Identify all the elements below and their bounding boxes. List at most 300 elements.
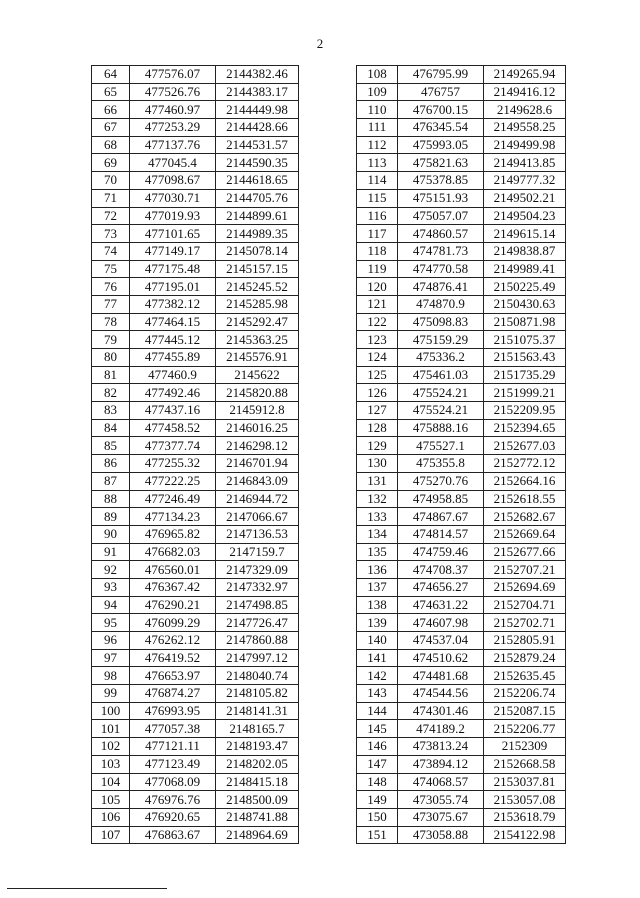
- x-coordinate-cell: 477175.48: [130, 260, 216, 278]
- point-number-cell: 133: [357, 508, 398, 526]
- table-row: [92, 83, 299, 101]
- x-coordinate-cell: 477460.97: [130, 101, 216, 119]
- table-row: [357, 596, 566, 614]
- y-coordinate-cell: 2146843.09: [216, 472, 299, 490]
- table-row: [92, 260, 299, 278]
- y-coordinate-cell: 2144989.35: [216, 225, 299, 243]
- x-coordinate-cell: 477455.89: [130, 349, 216, 367]
- x-coordinate-cell: 474876.41: [398, 278, 484, 296]
- x-coordinate-cell: 477137.76: [130, 136, 216, 154]
- x-coordinate-cell: 476560.01: [130, 561, 216, 579]
- table-row: [92, 685, 299, 703]
- y-coordinate-cell: 2144382.46: [216, 66, 299, 84]
- point-number-cell: 127: [357, 402, 398, 420]
- point-number-cell: 141: [357, 649, 398, 667]
- point-number-cell: 67: [92, 119, 130, 137]
- point-number-cell: 111: [357, 119, 398, 137]
- table-row: [92, 773, 299, 791]
- y-coordinate-cell: 2152635.45: [484, 667, 566, 685]
- x-coordinate-cell: 477255.32: [130, 455, 216, 473]
- point-number-cell: 71: [92, 189, 130, 207]
- x-coordinate-cell: 477195.01: [130, 278, 216, 296]
- point-number-cell: 98: [92, 667, 130, 685]
- x-coordinate-cell: 477019.93: [130, 207, 216, 225]
- table-row: [92, 225, 299, 243]
- table-row: [92, 66, 299, 84]
- x-coordinate-cell: 476993.95: [130, 702, 216, 720]
- x-coordinate-cell: 474860.57: [398, 225, 484, 243]
- x-coordinate-cell: 474510.62: [398, 649, 484, 667]
- point-number-cell: 103: [92, 755, 130, 773]
- x-coordinate-cell: 477121.11: [130, 738, 216, 756]
- x-coordinate-cell: 476682.03: [130, 543, 216, 561]
- table-row: [92, 755, 299, 773]
- table-row: [92, 632, 299, 650]
- point-number-cell: 105: [92, 791, 130, 809]
- point-number-cell: 68: [92, 136, 130, 154]
- y-coordinate-cell: 2152879.24: [484, 649, 566, 667]
- x-coordinate-cell: 477098.67: [130, 172, 216, 190]
- point-number-cell: 69: [92, 154, 130, 172]
- point-number-cell: 74: [92, 242, 130, 260]
- table-row: [92, 242, 299, 260]
- point-number-cell: 88: [92, 490, 130, 508]
- point-number-cell: 80: [92, 349, 130, 367]
- table-row: [92, 172, 299, 190]
- table-row: [357, 66, 566, 84]
- point-number-cell: 134: [357, 525, 398, 543]
- table-row: [92, 791, 299, 809]
- point-number-cell: 87: [92, 472, 130, 490]
- point-number-cell: 89: [92, 508, 130, 526]
- table-row: [357, 826, 566, 844]
- table-row: [357, 419, 566, 437]
- x-coordinate-cell: 477123.49: [130, 755, 216, 773]
- x-coordinate-cell: 475524.21: [398, 402, 484, 420]
- y-coordinate-cell: 2145622: [216, 366, 299, 384]
- y-coordinate-cell: 2147498.85: [216, 596, 299, 614]
- y-coordinate-cell: 2145820.88: [216, 384, 299, 402]
- y-coordinate-cell: 2144899.61: [216, 207, 299, 225]
- y-coordinate-cell: 2152707.21: [484, 561, 566, 579]
- point-number-cell: 82: [92, 384, 130, 402]
- x-coordinate-cell: 475527.1: [398, 437, 484, 455]
- x-coordinate-cell: 477458.52: [130, 419, 216, 437]
- table-row: [357, 366, 566, 384]
- table-row: [357, 791, 566, 809]
- y-coordinate-cell: 2149558.25: [484, 119, 566, 137]
- y-coordinate-cell: 2149499.98: [484, 136, 566, 154]
- x-coordinate-cell: 477134.23: [130, 508, 216, 526]
- table-row: [357, 154, 566, 172]
- point-number-cell: 151: [357, 826, 398, 844]
- x-coordinate-cell: 477576.07: [130, 66, 216, 84]
- point-number-cell: 112: [357, 136, 398, 154]
- y-coordinate-cell: 2154122.98: [484, 826, 566, 844]
- point-number-cell: 123: [357, 331, 398, 349]
- y-coordinate-cell: 2145285.98: [216, 295, 299, 313]
- x-coordinate-cell: 473058.88: [398, 826, 484, 844]
- point-number-cell: 77: [92, 295, 130, 313]
- table-row: [92, 649, 299, 667]
- table-row: [92, 455, 299, 473]
- table-row: [357, 543, 566, 561]
- table-row: [357, 331, 566, 349]
- x-coordinate-cell: 474781.73: [398, 242, 484, 260]
- x-coordinate-cell: 476795.99: [398, 66, 484, 84]
- y-coordinate-cell: 2149413.85: [484, 154, 566, 172]
- table-row: [92, 101, 299, 119]
- y-coordinate-cell: 2152206.74: [484, 685, 566, 703]
- point-number-cell: 107: [92, 826, 130, 844]
- table-row: [357, 119, 566, 137]
- point-number-cell: 70: [92, 172, 130, 190]
- point-number-cell: 130: [357, 455, 398, 473]
- table-row: [357, 649, 566, 667]
- x-coordinate-cell: 475993.05: [398, 136, 484, 154]
- coordinates-table-right: [356, 65, 566, 844]
- x-coordinate-cell: 474189.2: [398, 720, 484, 738]
- x-coordinate-cell: 473813.24: [398, 738, 484, 756]
- y-coordinate-cell: 2147997.12: [216, 649, 299, 667]
- table-row: [357, 242, 566, 260]
- x-coordinate-cell: 477253.29: [130, 119, 216, 137]
- y-coordinate-cell: 2145245.52: [216, 278, 299, 296]
- x-coordinate-cell: 477464.15: [130, 313, 216, 331]
- point-number-cell: 136: [357, 561, 398, 579]
- x-coordinate-cell: 476863.67: [130, 826, 216, 844]
- x-coordinate-cell: 474708.37: [398, 561, 484, 579]
- table-row: [92, 366, 299, 384]
- table-row: [357, 720, 566, 738]
- x-coordinate-cell: 475378.85: [398, 172, 484, 190]
- point-number-cell: 142: [357, 667, 398, 685]
- x-coordinate-cell: 476874.27: [130, 685, 216, 703]
- x-coordinate-cell: 474814.57: [398, 525, 484, 543]
- table-row: [357, 738, 566, 756]
- point-number-cell: 99: [92, 685, 130, 703]
- y-coordinate-cell: 2149265.94: [484, 66, 566, 84]
- y-coordinate-cell: 2153618.79: [484, 808, 566, 826]
- y-coordinate-cell: 2145912.8: [216, 402, 299, 420]
- x-coordinate-cell: 474301.46: [398, 702, 484, 720]
- x-coordinate-cell: 474481.68: [398, 667, 484, 685]
- y-coordinate-cell: 2149838.87: [484, 242, 566, 260]
- table-row: [357, 755, 566, 773]
- point-number-cell: 124: [357, 349, 398, 367]
- y-coordinate-cell: 2151075.37: [484, 331, 566, 349]
- table-row: [92, 278, 299, 296]
- point-number-cell: 131: [357, 472, 398, 490]
- table-row: [92, 437, 299, 455]
- table-row: [92, 295, 299, 313]
- table-row: [357, 578, 566, 596]
- point-number-cell: 95: [92, 614, 130, 632]
- table-row: [92, 561, 299, 579]
- y-coordinate-cell: 2150871.98: [484, 313, 566, 331]
- x-coordinate-cell: 476262.12: [130, 632, 216, 650]
- x-coordinate-cell: 475159.29: [398, 331, 484, 349]
- y-coordinate-cell: 2153057.08: [484, 791, 566, 809]
- x-coordinate-cell: 477460.9: [130, 366, 216, 384]
- y-coordinate-cell: 2146701.94: [216, 455, 299, 473]
- table-row: [92, 702, 299, 720]
- coordinates-table-left: [91, 65, 299, 844]
- point-number-cell: 122: [357, 313, 398, 331]
- table-row: [92, 508, 299, 526]
- table-row: [357, 83, 566, 101]
- y-coordinate-cell: 2149628.6: [484, 101, 566, 119]
- table-row: [92, 119, 299, 137]
- y-coordinate-cell: 2147159.7: [216, 543, 299, 561]
- x-coordinate-cell: 476920.65: [130, 808, 216, 826]
- y-coordinate-cell: 2149504.23: [484, 207, 566, 225]
- point-number-cell: 96: [92, 632, 130, 650]
- y-coordinate-cell: 2152704.71: [484, 596, 566, 614]
- point-number-cell: 128: [357, 419, 398, 437]
- y-coordinate-cell: 2144705.76: [216, 189, 299, 207]
- y-coordinate-cell: 2148964.69: [216, 826, 299, 844]
- point-number-cell: 73: [92, 225, 130, 243]
- x-coordinate-cell: 473075.67: [398, 808, 484, 826]
- point-number-cell: 138: [357, 596, 398, 614]
- point-number-cell: 94: [92, 596, 130, 614]
- y-coordinate-cell: 2144449.98: [216, 101, 299, 119]
- y-coordinate-cell: 2152702.71: [484, 614, 566, 632]
- y-coordinate-cell: 2148741.88: [216, 808, 299, 826]
- footnote-separator-line: [7, 888, 167, 889]
- y-coordinate-cell: 2147332.97: [216, 578, 299, 596]
- table-row: [357, 614, 566, 632]
- x-coordinate-cell: 477526.76: [130, 83, 216, 101]
- y-coordinate-cell: 2148105.82: [216, 685, 299, 703]
- point-number-cell: 114: [357, 172, 398, 190]
- x-coordinate-cell: 476290.21: [130, 596, 216, 614]
- y-coordinate-cell: 2147329.09: [216, 561, 299, 579]
- table-row: [357, 561, 566, 579]
- y-coordinate-cell: 2152682.67: [484, 508, 566, 526]
- point-number-cell: 150: [357, 808, 398, 826]
- table-row: [357, 525, 566, 543]
- point-number-cell: 139: [357, 614, 398, 632]
- point-number-cell: 75: [92, 260, 130, 278]
- table-row: [92, 578, 299, 596]
- point-number-cell: 86: [92, 455, 130, 473]
- point-number-cell: 129: [357, 437, 398, 455]
- x-coordinate-cell: 477222.25: [130, 472, 216, 490]
- x-coordinate-cell: 475524.21: [398, 384, 484, 402]
- x-coordinate-cell: 476653.97: [130, 667, 216, 685]
- y-coordinate-cell: 2146016.25: [216, 419, 299, 437]
- y-coordinate-cell: 2148141.31: [216, 702, 299, 720]
- x-coordinate-cell: 473894.12: [398, 755, 484, 773]
- x-coordinate-cell: 477149.17: [130, 242, 216, 260]
- x-coordinate-cell: 474770.58: [398, 260, 484, 278]
- y-coordinate-cell: 2145363.25: [216, 331, 299, 349]
- table-row: [92, 313, 299, 331]
- table-row: [92, 349, 299, 367]
- y-coordinate-cell: 2146944.72: [216, 490, 299, 508]
- table-row: [357, 773, 566, 791]
- point-number-cell: 76: [92, 278, 130, 296]
- x-coordinate-cell: 475336.2: [398, 349, 484, 367]
- x-coordinate-cell: 475057.07: [398, 207, 484, 225]
- table-row: [357, 313, 566, 331]
- x-coordinate-cell: 474544.56: [398, 685, 484, 703]
- table-row: [357, 295, 566, 313]
- x-coordinate-cell: 473055.74: [398, 791, 484, 809]
- point-number-cell: 119: [357, 260, 398, 278]
- y-coordinate-cell: 2147860.88: [216, 632, 299, 650]
- x-coordinate-cell: 477437.16: [130, 402, 216, 420]
- x-coordinate-cell: 476367.42: [130, 578, 216, 596]
- table-row: [357, 101, 566, 119]
- x-coordinate-cell: 476419.52: [130, 649, 216, 667]
- point-number-cell: 140: [357, 632, 398, 650]
- y-coordinate-cell: 2144618.65: [216, 172, 299, 190]
- x-coordinate-cell: 475461.03: [398, 366, 484, 384]
- point-number-cell: 101: [92, 720, 130, 738]
- table-row: [92, 402, 299, 420]
- table-row: [92, 826, 299, 844]
- y-coordinate-cell: 2152209.95: [484, 402, 566, 420]
- point-number-cell: 85: [92, 437, 130, 455]
- x-coordinate-cell: 474958.85: [398, 490, 484, 508]
- x-coordinate-cell: 475355.8: [398, 455, 484, 473]
- y-coordinate-cell: 2148202.05: [216, 755, 299, 773]
- y-coordinate-cell: 2152668.58: [484, 755, 566, 773]
- point-number-cell: 79: [92, 331, 130, 349]
- point-number-cell: 121: [357, 295, 398, 313]
- y-coordinate-cell: 2144383.17: [216, 83, 299, 101]
- point-number-cell: 104: [92, 773, 130, 791]
- point-number-cell: 132: [357, 490, 398, 508]
- x-coordinate-cell: 477057.38: [130, 720, 216, 738]
- x-coordinate-cell: 475888.16: [398, 419, 484, 437]
- point-number-cell: 137: [357, 578, 398, 596]
- point-number-cell: 84: [92, 419, 130, 437]
- table-row: [357, 437, 566, 455]
- table-row: [92, 808, 299, 826]
- table-row: [357, 136, 566, 154]
- y-coordinate-cell: 2152677.03: [484, 437, 566, 455]
- table-row: [357, 455, 566, 473]
- point-number-cell: 120: [357, 278, 398, 296]
- point-number-cell: 83: [92, 402, 130, 420]
- y-coordinate-cell: 2153037.81: [484, 773, 566, 791]
- y-coordinate-cell: 2146298.12: [216, 437, 299, 455]
- y-coordinate-cell: 2144590.35: [216, 154, 299, 172]
- point-number-cell: 144: [357, 702, 398, 720]
- point-number-cell: 145: [357, 720, 398, 738]
- x-coordinate-cell: 476345.54: [398, 119, 484, 137]
- y-coordinate-cell: 2151563.43: [484, 349, 566, 367]
- x-coordinate-cell: 477101.65: [130, 225, 216, 243]
- table-row: [357, 189, 566, 207]
- y-coordinate-cell: 2152772.12: [484, 455, 566, 473]
- table-row: [92, 154, 299, 172]
- point-number-cell: 113: [357, 154, 398, 172]
- point-number-cell: 135: [357, 543, 398, 561]
- y-coordinate-cell: 2152677.66: [484, 543, 566, 561]
- x-coordinate-cell: 474068.57: [398, 773, 484, 791]
- y-coordinate-cell: 2152664.16: [484, 472, 566, 490]
- table-row: [357, 207, 566, 225]
- table-row: [92, 614, 299, 632]
- point-number-cell: 78: [92, 313, 130, 331]
- point-number-cell: 106: [92, 808, 130, 826]
- x-coordinate-cell: 477382.12: [130, 295, 216, 313]
- table-row: [92, 543, 299, 561]
- table-row: [357, 225, 566, 243]
- x-coordinate-cell: 476700.15: [398, 101, 484, 119]
- y-coordinate-cell: 2145292.47: [216, 313, 299, 331]
- y-coordinate-cell: 2147726.47: [216, 614, 299, 632]
- table-row: [92, 419, 299, 437]
- table-row: [357, 349, 566, 367]
- point-number-cell: 108: [357, 66, 398, 84]
- point-number-cell: 81: [92, 366, 130, 384]
- point-number-cell: 102: [92, 738, 130, 756]
- x-coordinate-cell: 476099.29: [130, 614, 216, 632]
- point-number-cell: 118: [357, 242, 398, 260]
- point-number-cell: 115: [357, 189, 398, 207]
- x-coordinate-cell: 477377.74: [130, 437, 216, 455]
- table-row: [92, 136, 299, 154]
- y-coordinate-cell: 2152694.69: [484, 578, 566, 596]
- point-number-cell: 93: [92, 578, 130, 596]
- y-coordinate-cell: 2144428.66: [216, 119, 299, 137]
- y-coordinate-cell: 2152805.91: [484, 632, 566, 650]
- y-coordinate-cell: 2145078.14: [216, 242, 299, 260]
- y-coordinate-cell: 2149502.21: [484, 189, 566, 207]
- y-coordinate-cell: 2144531.57: [216, 136, 299, 154]
- point-number-cell: 117: [357, 225, 398, 243]
- point-number-cell: 92: [92, 561, 130, 579]
- point-number-cell: 149: [357, 791, 398, 809]
- table-row: [92, 384, 299, 402]
- point-number-cell: 65: [92, 83, 130, 101]
- table-row: [92, 720, 299, 738]
- point-number-cell: 126: [357, 384, 398, 402]
- point-number-cell: 116: [357, 207, 398, 225]
- x-coordinate-cell: 477045.4: [130, 154, 216, 172]
- point-number-cell: 147: [357, 755, 398, 773]
- point-number-cell: 100: [92, 702, 130, 720]
- x-coordinate-cell: 474870.9: [398, 295, 484, 313]
- point-number-cell: 91: [92, 543, 130, 561]
- y-coordinate-cell: 2148500.09: [216, 791, 299, 809]
- y-coordinate-cell: 2145157.15: [216, 260, 299, 278]
- x-coordinate-cell: 474537.04: [398, 632, 484, 650]
- y-coordinate-cell: 2150430.63: [484, 295, 566, 313]
- table-row: [92, 490, 299, 508]
- x-coordinate-cell: 477246.49: [130, 490, 216, 508]
- y-coordinate-cell: 2152087.15: [484, 702, 566, 720]
- x-coordinate-cell: 474867.67: [398, 508, 484, 526]
- table-row: [357, 384, 566, 402]
- point-number-cell: 90: [92, 525, 130, 543]
- x-coordinate-cell: 476965.82: [130, 525, 216, 543]
- point-number-cell: 125: [357, 366, 398, 384]
- table-row: [92, 331, 299, 349]
- y-coordinate-cell: 2151999.21: [484, 384, 566, 402]
- table-row: [357, 472, 566, 490]
- x-coordinate-cell: 474759.46: [398, 543, 484, 561]
- table-row: [357, 278, 566, 296]
- point-number-cell: 72: [92, 207, 130, 225]
- point-number-cell: 64: [92, 66, 130, 84]
